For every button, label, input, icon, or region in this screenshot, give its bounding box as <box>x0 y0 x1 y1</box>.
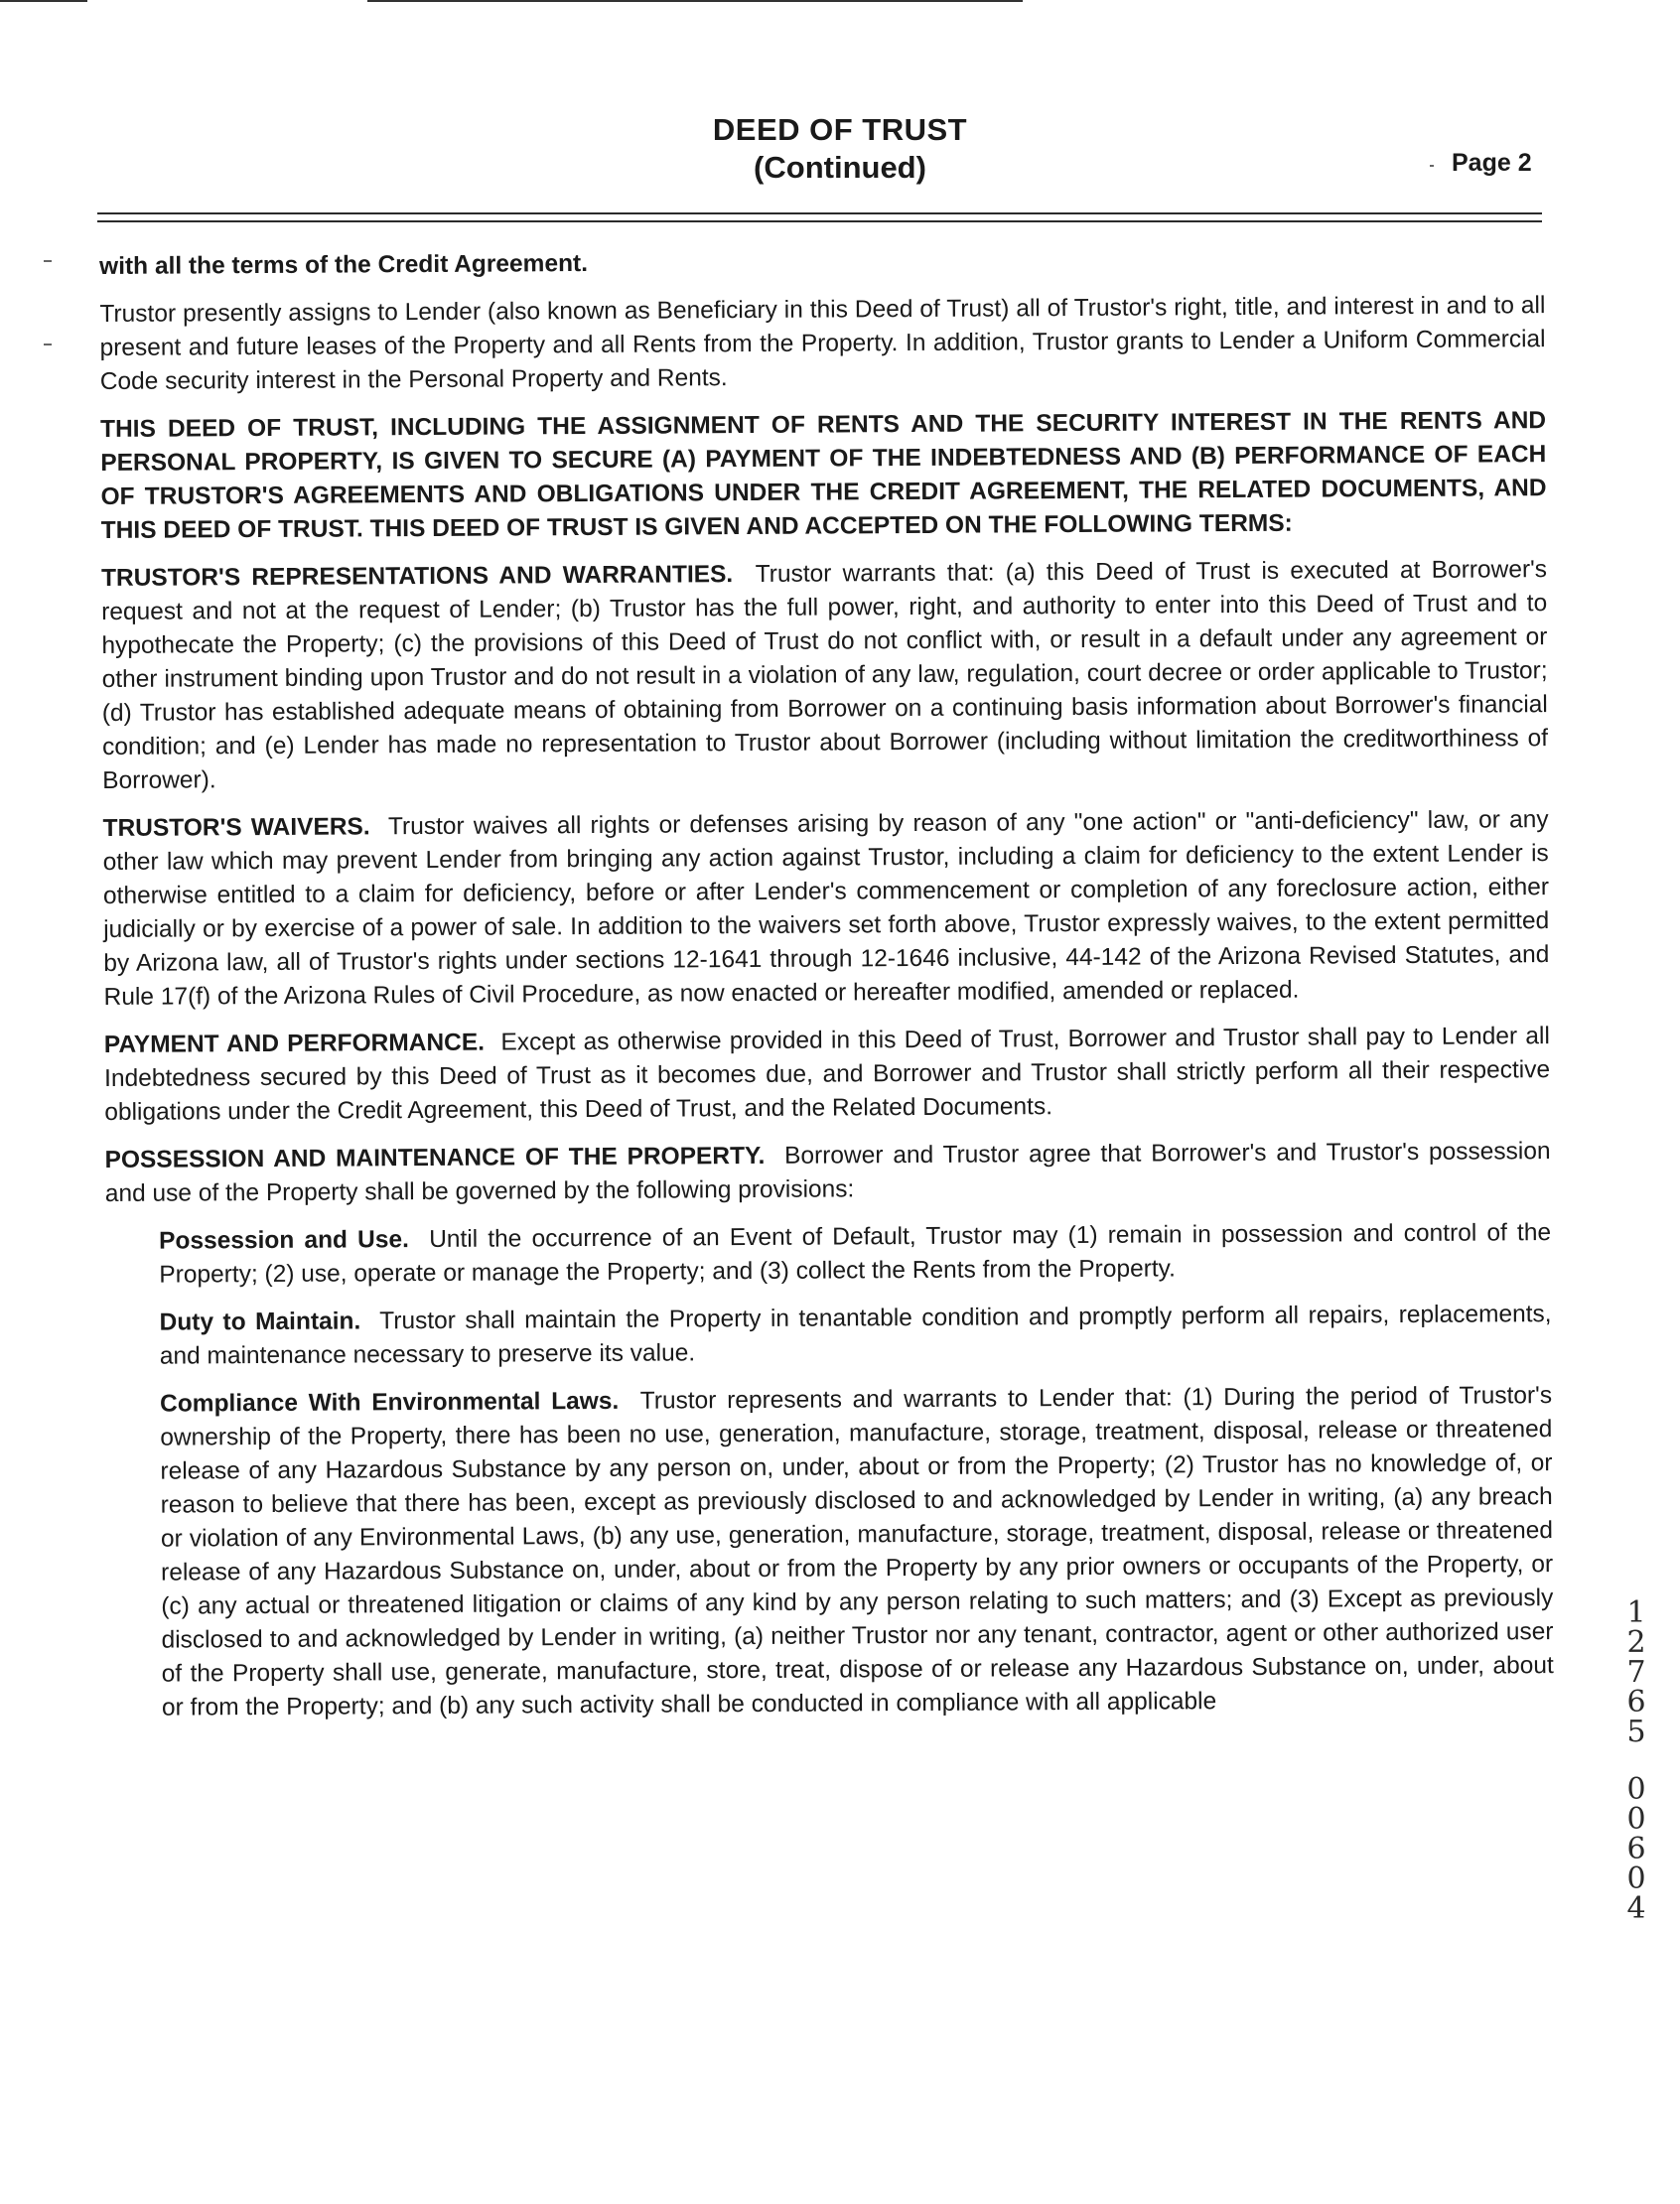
section-heading: TRUSTOR'S WAIVERS. <box>102 813 370 842</box>
stamp-digits: 4 <box>1626 1891 1646 1926</box>
scan-edge <box>0 0 1680 2</box>
subsection-text: Trustor represents and warrants to Lender that: (1) During the period of Trustor's ownership of the Property, there has been no use, generation, manufacture, storage, treatment, disposal, release or threatened release of any Hazardous Substance by any person on, under, about or from the Property; (2) Trustor has no knowledge of, or reason to believe that there has been, except as previously disclosed to and acknowledged by Lender in writing, (a) any breach or violation of any Environmental Laws, (b) any use, generation, manufacture, storage, treatment, disposal, release or threatened release of any Hazardous Substance on, under, about or from the Property by any prior owners or occupants of the Property, or (c) any actual or threatened litigation or claims of any kind by any person relating to such matters; and (3) Except as previously disclosed to and acknowledged by Lender in writing, (a) neither Trustor nor any tenant, contractor, agent or other authorized user of the Property shall use, generate, manufacture, store, treat, dispose of or release any Hazardous Substance on, under, about or from the Property; and (b) any such activity shall be conducted in compliance with all applicable <box>160 1382 1554 1722</box>
section-text: Trustor warrants that: (a) this Deed of Trust is executed at Borrower's request and not at the request of Lender; (b) Trustor has the full power, right, and authority to enter into this Deed of Trust and to hypothecate the Property; (c) the provisions of this Deed of Trust do not conflict with, or result in a default under any agreement or other instrument binding upon Trustor and do not result in a violation of any law, regulation, court decree or order applicable to Trustor; (d) Trustor has established adequate means of obtaining from Borrower on a continuing basis information about Borrower's financial condition; and (e) Lender has made no representation to Trustor about Borrower (including without limitation the creditworthiness of Borrower). <box>101 556 1549 794</box>
document-header <box>0 111 1680 187</box>
stamp-digits: 1276 <box>1626 1595 1646 1720</box>
scan-edge-segment <box>367 0 1023 2</box>
document-title: DEED OF TRUST <box>712 112 968 147</box>
stamp-digits: 0060 <box>1626 1772 1646 1896</box>
header-rule <box>97 212 1542 214</box>
header-rule <box>97 220 1542 222</box>
section-heading: POSSESSION AND MAINTENANCE OF THE PROPERTY. <box>104 1142 766 1173</box>
section-heading: TRUSTOR'S REPRESENTATIONS AND WARRANTIES. <box>100 561 734 592</box>
subsection-duty-maintain <box>159 1298 1551 1374</box>
subsection-environmental <box>160 1379 1554 1725</box>
scan-mark <box>44 344 52 345</box>
subsection-heading: Compliance With Environmental Laws. <box>160 1387 620 1418</box>
section-text: Trustor waives all rights or defenses arising by reason of any "one action" or "anti-deficiency" law, or any other law which may prevent Lender from bringing any action against Trustor, including a claim for deficiency to the extent Lender is otherwise entitled to a claim for deficiency, before or after Lender's commencement or completion of any foreclosure action, either judicially or by exercise of a power of sale. In addition to the waivers set forth above, Trustor expressly waives, to the extent permitted by Arizona law, all of Trustor's rights under sections 12-1641 through 12-1646 inclusive, 44-142 of the Arizona Revised Statutes, and Rule 17(f) of the Arizona Rules of Civil Procedure, as now enacted or hereafter modified, amended or replaced. <box>102 806 1550 1011</box>
recording-number-stamp <box>1622 1595 1650 1926</box>
subsection-possession-use <box>159 1216 1551 1293</box>
document-subtitle: (Continued) <box>754 150 926 185</box>
intro-line: with all the terms of the Credit Agreement. <box>99 249 589 280</box>
scan-edge-segment <box>0 0 87 2</box>
subsection-text: Until the occurrence of an Event of Default, Trustor may (1) remain in possession and control of the Property; (2) use, operate or manage the Property; and (3) collect the Rents from the Property. <box>159 1219 1552 1289</box>
subsection-heading: Possession and Use. <box>159 1226 409 1255</box>
page-number: Page 2 <box>1452 149 1532 177</box>
section-text: Except as otherwise provided in this Deed of Trust, Borrower and Trustor shall pay to Lender all Indebtedness secured by this Deed of Trust as it becomes due, and Borrower and Trustor shall strictly perform all their respective obligations under the Credit Agreement, this Deed of Trust, and the Related Documents. <box>104 1023 1551 1126</box>
section-possession <box>104 1135 1550 1211</box>
assignment-paragraph: Trustor presently assigns to Lender (also known as Beneficiary in this Deed of Trust) all of Trustor's right, title, and interest in and to all present and future leases of the Property and all Rents from the Property. In addition, Trustor grants to Lender a Uniform Commercial Code security interest in the Personal Property and Rents. <box>99 292 1546 395</box>
document-body <box>99 241 1554 1739</box>
stamp-gap <box>1622 1747 1650 1775</box>
stamp-digits: 5 <box>1626 1715 1646 1749</box>
section-text: Borrower and Trustor agree that Borrower's and Trustor's possession and use of the Property shall be governed by the following provisions: <box>104 1138 1551 1207</box>
given-to-secure-paragraph: THIS DEED OF TRUST, INCLUDING THE ASSIGNMENT OF RENTS AND THE SECURITY INTEREST IN THE RENTS AND PERSONAL PROPERTY, IS GIVEN TO SECURE (A) PAYMENT OF THE INDEBTEDNESS AND (B) PERFORMANCE OF EACH OF TRUSTOR'S AGREEMENTS AND OBLIGATIONS UNDER THE CREDIT AGREEMENT, THE RELATED DOCUMENTS, AND THIS DEED OF TRUST. THIS DEED OF TRUST IS GIVEN AND ACCEPTED ON THE FOLLOWING TERMS: <box>100 407 1547 544</box>
section-representations <box>101 553 1548 798</box>
subsection-heading: Duty to Maintain. <box>159 1308 361 1336</box>
section-waivers <box>102 803 1549 1015</box>
section-heading: PAYMENT AND PERFORMANCE. <box>103 1029 486 1058</box>
scan-mark <box>44 260 52 262</box>
subsection-text: Trustor shall maintain the Property in tenantable condition and promptly perform all repairs, replacements, and maintenance necessary to preserve its value. <box>159 1301 1552 1370</box>
section-payment <box>104 1020 1551 1130</box>
